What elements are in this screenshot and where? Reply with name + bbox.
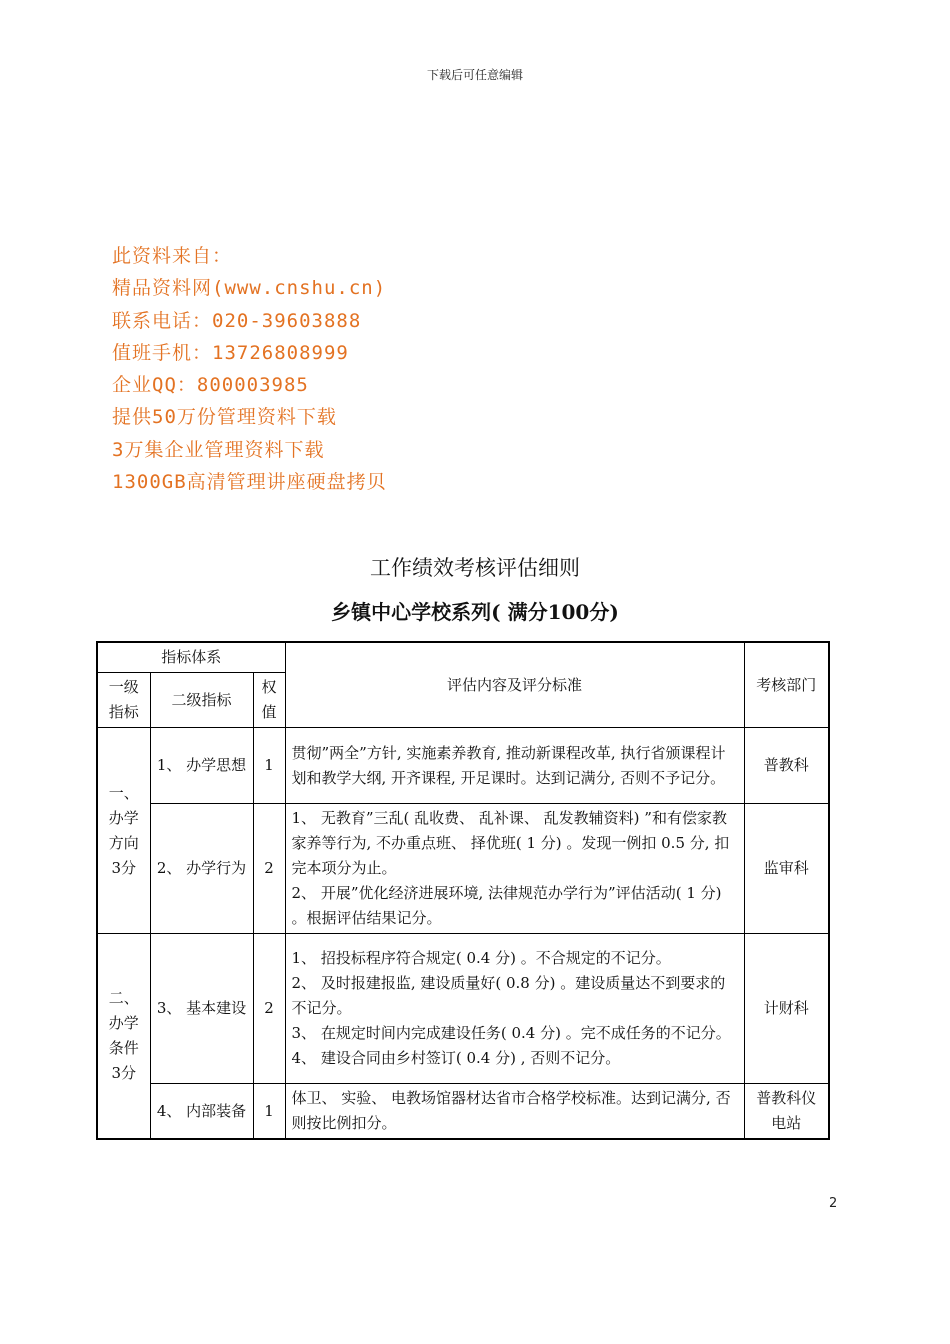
header-indicator-system: 指标体系	[97, 642, 285, 673]
table-row	[97, 804, 829, 934]
level2-cell: 1、 办学思想	[150, 728, 253, 804]
header-level1: 一级指标	[97, 673, 150, 728]
header-weight: 权值	[253, 673, 285, 728]
content-cell: 体卫、 实验、 电教场馆器材达省市合格学校标准。达到记满分, 否则按比例扣分。	[285, 1084, 744, 1140]
page-number: 2	[829, 1196, 838, 1211]
document-title: 工作绩效考核评估细则	[370, 556, 580, 580]
table-row	[97, 728, 829, 804]
level1-cell: 一、办学方向3分	[97, 728, 150, 934]
level2-cell: 4、 内部装备	[150, 1084, 253, 1140]
weight-cell: 2	[253, 934, 285, 1084]
table-row	[97, 1084, 829, 1140]
header-note: 下载后可任意编辑	[426, 68, 523, 82]
table-header-row	[97, 642, 829, 673]
document-subtitle: 乡镇中心学校系列( 满分100分)	[331, 600, 619, 624]
level2-cell: 2、 办学行为	[150, 804, 253, 934]
department-cell: 监审科	[744, 804, 829, 934]
department-cell: 普教科仪电站	[744, 1084, 829, 1140]
weight-cell: 1	[253, 1084, 285, 1140]
promo-block	[112, 240, 387, 498]
department-cell: 普教科	[744, 728, 829, 804]
department-cell: 计财科	[744, 934, 829, 1084]
level1-cell: 二、办学条件3分	[97, 934, 150, 1140]
table-row	[97, 934, 829, 1084]
content-cell: 贯彻”两全”方针, 实施素养教育, 推动新课程改革, 执行省颁课程计划和教学大纲, 开齐课程, 开足课时。达到记满分, 否则不予记分。	[285, 728, 744, 804]
header-level2: 二级指标	[150, 673, 253, 728]
content-cell: 1、 无教育”三乱( 乱收费、 乱补课、 乱发教辅资料) ”和有偿家教家养等行为, 不办重点班、 择优班( 1 分) 。发现一例扣 0.5 分, 扣完本项分为止。 2、 开展”优化经济进展环境, 法律规范办学行为”评估活动( 1 分) 。根据评估结果记分。	[285, 804, 744, 934]
promo-line: 此资料来自：	[112, 245, 233, 267]
promo-line: 企业QQ：800003985	[112, 374, 309, 397]
promo-line: 值班手机：13726808999	[112, 341, 349, 364]
promo-line: 提供50万份管理资料下载	[112, 406, 337, 429]
evaluation-table	[96, 641, 830, 1140]
header-department: 考核部门	[744, 642, 829, 728]
promo-line: 联系电话：020-39603888	[112, 309, 362, 332]
weight-cell: 2	[253, 804, 285, 934]
weight-cell: 1	[253, 728, 285, 804]
level2-cell: 3、 基本建设	[150, 934, 253, 1084]
promo-line: 1300GB高清管理讲座硬盘拷贝	[112, 471, 387, 494]
promo-line: 精品资料网(www.cnshu.cn)	[112, 277, 387, 300]
content-cell: 1、 招投标程序符合规定( 0.4 分) 。不合规定的不记分。 2、 及时报建报监, 建设质量好( 0.8 分) 。建设质量达不到要求的不记分。 3、 在规定时间内完成建设任务( 0.4 分) 。完不成任务的不记分。 4、 建设合同由乡村签订( 0.4 分) , 否则不记分。	[285, 934, 744, 1084]
promo-line: 3万集企业管理资料下载	[112, 438, 325, 461]
header-content: 评估内容及评分标准	[285, 642, 744, 728]
